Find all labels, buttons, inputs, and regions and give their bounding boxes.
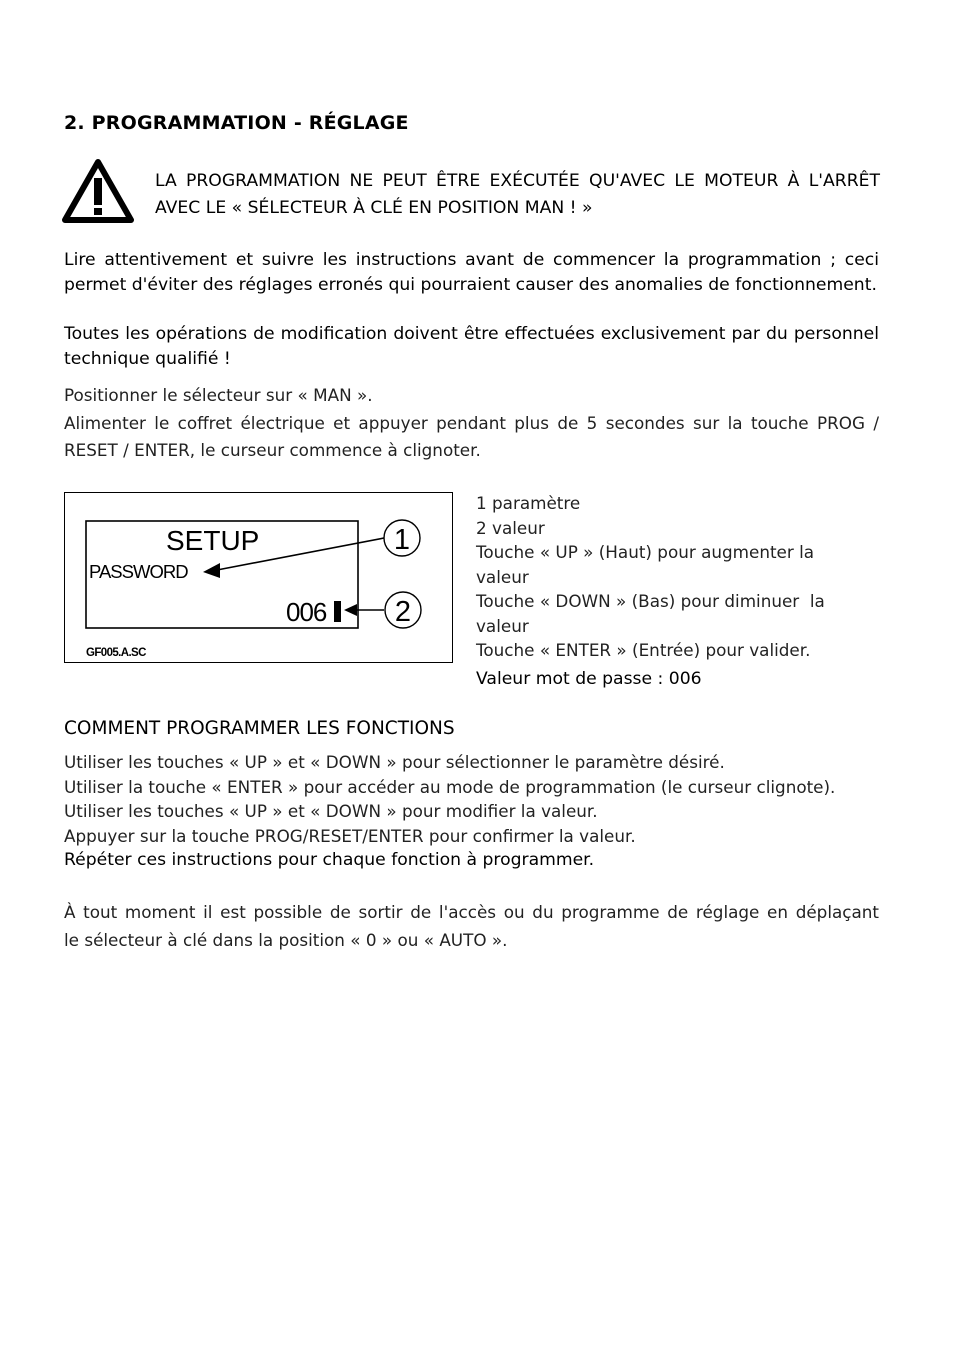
step-5: Répéter ces instructions pour chaque fonction à programmer.: [64, 850, 595, 870]
legend-item-parameter: 1 paramètre: [476, 493, 581, 513]
display-value: 006: [286, 597, 327, 627]
warning-line-2: AVEC LE « SÉLECTEUR À CLÉ EN POSITION MAN ! »: [155, 198, 593, 218]
step-2: Utiliser la touche « ENTER » pour accéder au mode de programmation (le curseur clignote).: [64, 776, 836, 797]
step-1: Utiliser les touches « UP » et « DOWN » pour sélectionner le paramètre désiré.: [64, 752, 725, 772]
intro-instructions: [64, 382, 879, 465]
legend-password: Valeur mot de passe : 006: [476, 668, 702, 689]
intro-line-2: Alimenter le coffret électrique et appuyer pendant plus de 5 secondes sur la touche PROG /: [64, 412, 879, 433]
display-diagram: [65, 493, 454, 664]
how-to-steps: [64, 750, 879, 873]
cursor-block: [334, 601, 341, 622]
warning-text: [155, 168, 880, 222]
display-param: PASSWORD: [89, 561, 188, 582]
legend-down-line-2: valeur: [476, 615, 529, 636]
exit-note-line-2: le sélecteur à clé dans la position « 0 » ou « AUTO ».: [64, 929, 508, 950]
reading-notice: [64, 248, 879, 298]
section-heading: 2. PROGRAMMATION - RÉGLAGE: [64, 112, 409, 134]
exit-note-line-1: À tout moment il est possible de sortir de l'accès ou du programme de réglage en déplaçant: [64, 902, 879, 922]
personnel-notice: [64, 322, 879, 372]
personnel-notice-line-1: Toutes les opérations de modification doivent être effectuées exclusivement par du personnel: [64, 324, 879, 344]
how-to-title: COMMENT PROGRAMMER LES FONCTIONS: [64, 718, 455, 739]
display-title: SETUP: [166, 525, 260, 556]
step-3: Utiliser les touches « UP » et « DOWN » pour modifier la valeur.: [64, 801, 598, 821]
display-figure: [64, 492, 453, 663]
callout-1-label: 1: [393, 524, 411, 556]
callout-2-label: 2: [394, 596, 412, 628]
exit-note: [64, 899, 879, 954]
figure-ref-code: GF005.A.SC: [86, 647, 146, 659]
intro-line-1: Positionner le sélecteur sur « MAN ».: [64, 385, 373, 405]
legend-down-line-1: Touche « DOWN » (Bas) pour diminuer la: [476, 591, 825, 611]
legend-item-value: 2 valeur: [476, 517, 545, 538]
personnel-notice-line-2: technique qualifié !: [64, 349, 231, 369]
figure-legend: [476, 491, 856, 691]
legend-up-line-2: valeur: [476, 566, 529, 587]
callout-1-arrowhead: [203, 563, 220, 578]
legend-enter: Touche « ENTER » (Entrée) pour valider.: [476, 640, 811, 660]
intro-line-3: RESET / ENTER, le curseur commence à clignoter.: [64, 440, 481, 460]
reading-notice-line-1: Lire attentivement et suivre les instructions avant de commencer la programmation ; ceci: [64, 250, 879, 270]
warning-line-1: LA PROGRAMMATION NE PEUT ÊTRE EXÉCUTÉE QU'AVEC LE MOTEUR À L'ARRÊT: [155, 171, 880, 191]
step-4: Appuyer sur la touche PROG/RESET/ENTER pour confirmer la valeur.: [64, 825, 636, 846]
legend-up-line-1: Touche « UP » (Haut) pour augmenter la: [476, 542, 815, 562]
callout-2-arrowhead: [344, 604, 357, 616]
reading-notice-line-2: permet d'éviter des réglages erronés qui pourraient causer des anomalies de fonctionnement.: [64, 275, 877, 295]
warning-triangle-icon: [62, 158, 134, 224]
